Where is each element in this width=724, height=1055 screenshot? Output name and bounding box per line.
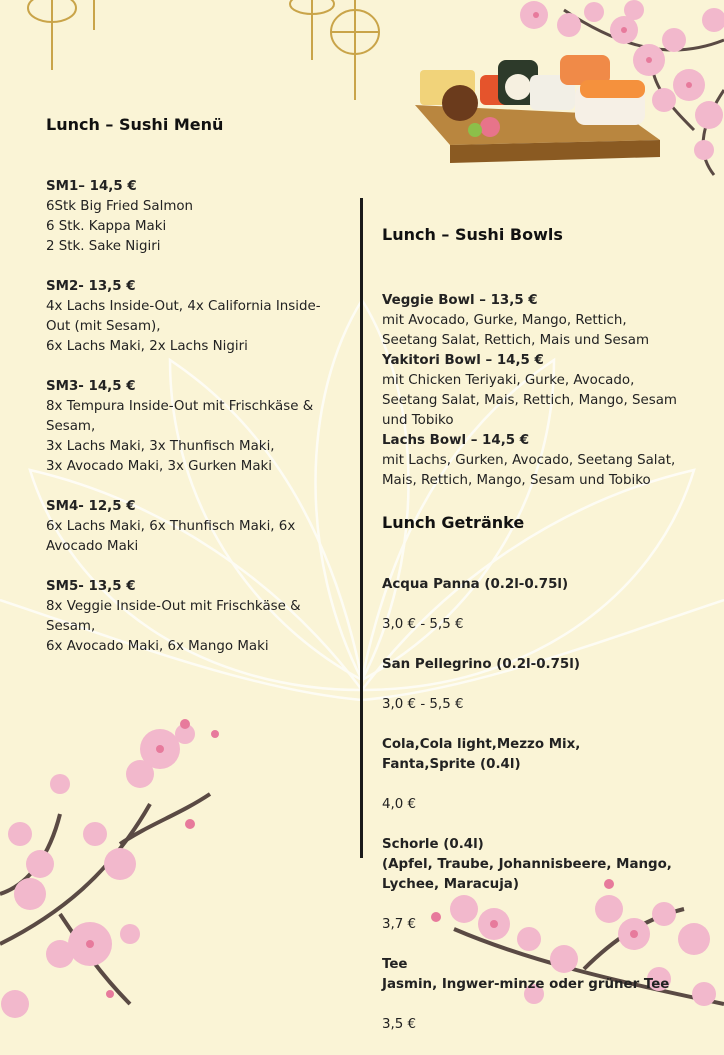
menu-item-line: Avocado Maki xyxy=(46,539,139,554)
drink-price: 3,5 € xyxy=(382,1017,417,1032)
bowl-title-veggie: Veggie Bowl – 13,5 € xyxy=(382,293,538,308)
menu-item-line: 2 Stk. Sake Nigiri xyxy=(46,239,161,254)
menu-item-title: SM2- 13,5 € xyxy=(46,279,136,294)
menu-item-line: 4x Lachs Inside-Out, 4x California Inside- xyxy=(46,299,321,314)
menu-item-sm5 xyxy=(46,577,346,657)
drink-title-san-pellegrino: San Pellegrino (0.2l-0.75l) xyxy=(382,657,580,672)
bowl-line: Seetang Salat, Mais, Rettich, Mango, Sesam xyxy=(382,393,677,408)
menu-item-line: 8x Tempura Inside-Out mit Frischkäse & xyxy=(46,399,314,414)
cherry-blossom-top-right xyxy=(474,0,724,180)
menu-item-line: 6 Stk. Kappa Maki xyxy=(46,219,167,234)
sushi-menu-title: Lunch – Sushi Menü xyxy=(46,115,224,134)
menu-item-sm1 xyxy=(46,177,346,257)
drink-title-acqua-panna: Acqua Panna (0.2l-0.75l) xyxy=(382,577,569,592)
menu-item-line: Out (mit Sesam), xyxy=(46,319,161,334)
drink-price: 4,0 € xyxy=(382,797,417,812)
bowl-title-yakitori: Yakitori Bowl – 14,5 € xyxy=(382,353,544,368)
menu-item-line: 3x Lachs Maki, 3x Thunfisch Maki, xyxy=(46,439,275,454)
menu-item-line: 3x Avocado Maki, 3x Gurken Maki xyxy=(46,459,273,474)
menu-item-line: 8x Veggie Inside-Out mit Frischkäse & xyxy=(46,599,301,614)
bowl-line: und Tobiko xyxy=(382,413,454,428)
menu-item-sm4 xyxy=(46,497,346,557)
drinks-list xyxy=(382,555,702,1055)
bowl-line: Mais, Rettich, Mango, Sesam und Tobiko xyxy=(382,473,651,488)
menu-item-line: 6Stk Big Fried Salmon xyxy=(46,199,194,214)
menu-item-line: Sesam, xyxy=(46,619,96,634)
menu-item-line: Sesam, xyxy=(46,419,96,434)
drink-price: 3,0 € - 5,5 € xyxy=(382,697,464,712)
bowl-line: mit Lachs, Gurken, Avocado, Seetang Salat, xyxy=(382,453,676,468)
bowl-line: Seetang Salat, Rettich, Mais und Sesam xyxy=(382,333,650,348)
bowls-title: Lunch – Sushi Bowls xyxy=(382,225,563,244)
lantern-decoration xyxy=(0,0,400,110)
bowl-line: mit Chicken Teriyaki, Gurke, Avocado, xyxy=(382,373,635,388)
drink-price: 3,0 € - 5,5 € xyxy=(382,617,464,632)
bowls-list xyxy=(382,291,702,491)
menu-item-title: SM3- 14,5 € xyxy=(46,379,136,394)
drink-title-cola: Cola,Cola light,Mezzo Mix, Fanta,Sprite (0.4l) xyxy=(382,737,581,772)
cherry-blossom-bottom-left xyxy=(0,714,240,1024)
drink-title-schorle: Schorle (0.4l) (Apfel, Traube, Johannisbeere, Mango, Lychee, Maracuja) xyxy=(382,837,672,892)
menu-item-title: SM4- 12,5 € xyxy=(46,499,136,514)
bowl-line: mit Avocado, Gurke, Mango, Rettich, xyxy=(382,313,627,328)
menu-item-title: SM5- 13,5 € xyxy=(46,579,136,594)
menu-item-sm3 xyxy=(46,377,346,477)
drink-price: 3,7 € xyxy=(382,917,417,932)
drink-title-tee: Tee Jasmin, Ingwer-minze oder grüner Tee xyxy=(382,957,670,992)
menu-item-line: 6x Lachs Maki, 2x Lachs Nigiri xyxy=(46,339,248,354)
menu-item-line: 6x Avocado Maki, 6x Mango Maki xyxy=(46,639,269,654)
menu-item-sm2 xyxy=(46,277,346,357)
menu-item-line: 6x Lachs Maki, 6x Thunfisch Maki, 6x xyxy=(46,519,296,534)
drinks-title: Lunch Getränke xyxy=(382,513,525,532)
column-divider xyxy=(360,198,363,858)
bowl-title-lachs: Lachs Bowl – 14,5 € xyxy=(382,433,530,448)
menu-item-title: SM1– 14,5 € xyxy=(46,179,137,194)
